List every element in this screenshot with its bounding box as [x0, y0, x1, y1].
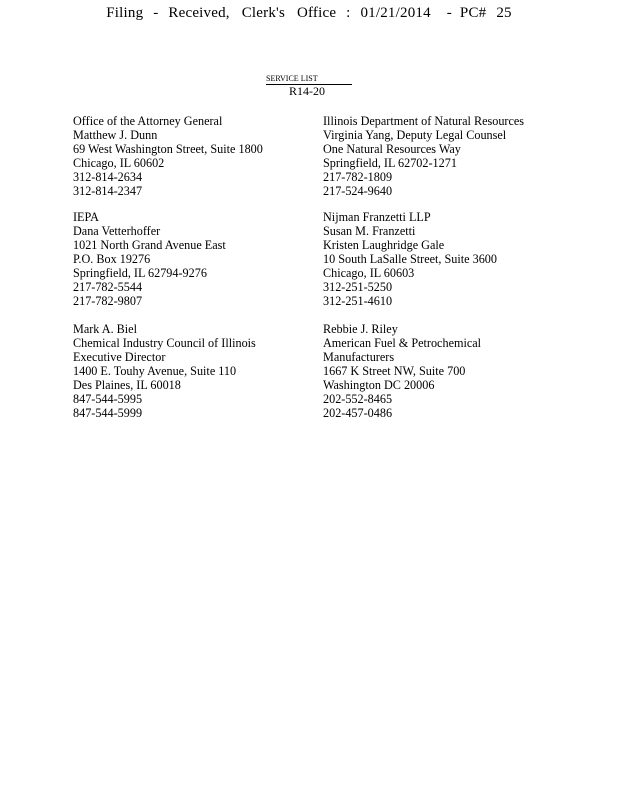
entry-line: Springfield, IL 62702-1271	[323, 156, 457, 170]
service-entry-natural-resources	[323, 114, 524, 198]
entry-line: Matthew J. Dunn	[73, 128, 158, 142]
entry-line: Manufacturers	[323, 350, 395, 364]
entry-line: P.O. Box 19276	[73, 252, 151, 266]
entry-line: 1021 North Grand Avenue East	[73, 238, 226, 252]
entry-line: Executive Director	[73, 350, 166, 364]
entry-line: Office of the Attorney General	[73, 114, 223, 128]
pc-number: 25	[496, 5, 512, 21]
service-entry-attorney-general	[73, 114, 263, 198]
entry-line: 1667 K Street NW, Suite 700	[323, 364, 466, 378]
entry-line: 217-782-1809	[323, 170, 393, 184]
entry-line: 217-782-9807	[73, 294, 143, 308]
entry-line: Rebbie J. Riley	[323, 322, 398, 336]
entry-line: 312-251-4610	[323, 294, 393, 308]
filing-stamp-header	[0, 5, 618, 22]
clerks-label: Clerk's	[241, 5, 285, 21]
service-entry-chemical-industry-council	[73, 322, 256, 420]
service-list-title: SERVICE LIST	[266, 74, 352, 85]
entry-line: 10 South LaSalle Street, Suite 3600	[323, 252, 497, 266]
entry-line: Chicago, IL 60603	[323, 266, 415, 280]
entry-line: Springfield, IL 62794-9276	[73, 266, 207, 280]
header-dash: -	[153, 5, 159, 21]
entry-line: Dana Vetterhoffer	[73, 224, 161, 238]
entry-line: 69 West Washington Street, Suite 1800	[73, 142, 263, 156]
entry-line: Kristen Laughridge Gale	[323, 238, 445, 252]
service-entry-iepa	[73, 210, 226, 308]
entry-line: Illinois Department of Natural Resources	[323, 114, 525, 128]
entry-line: Washington DC 20006	[323, 378, 435, 392]
received-label: Received,	[168, 5, 230, 21]
entry-line: 847-544-5995	[73, 392, 143, 406]
entry-line: 847-544-5999	[73, 406, 143, 420]
entry-line: Chemical Industry Council of Illinois	[73, 336, 256, 350]
entry-line: Virginia Yang, Deputy Legal Counsel	[323, 128, 507, 142]
entry-line: American Fuel & Petrochemical	[323, 336, 482, 350]
entry-line: One Natural Resources Way	[323, 142, 461, 156]
entry-line: 217-782-5544	[73, 280, 143, 294]
entry-line: 312-814-2347	[73, 184, 143, 198]
entry-line: Nijman Franzetti LLP	[323, 210, 431, 224]
entry-line: IEPA	[73, 210, 99, 224]
pc-label: PC#	[459, 5, 487, 21]
service-entry-american-fuel	[323, 322, 481, 420]
entry-line: Chicago, IL 60602	[73, 156, 165, 170]
docket-number: R14-20	[289, 84, 325, 98]
filing-label: Filing	[106, 5, 144, 21]
filing-date: 01/21/2014	[360, 5, 431, 21]
header-dash-2: -	[446, 5, 452, 21]
header-colon: :	[346, 5, 351, 21]
entry-line: 202-552-8465	[323, 392, 393, 406]
entry-line: Susan M. Franzetti	[323, 224, 416, 238]
entry-line: 217-524-9640	[323, 184, 393, 198]
entry-line: 312-814-2634	[73, 170, 143, 184]
entry-line: Mark A. Biel	[73, 322, 137, 336]
entry-line: 202-457-0486	[323, 406, 393, 420]
entry-line: 312-251-5250	[323, 280, 393, 294]
service-entry-nijman-franzetti	[323, 210, 497, 308]
entry-line: 1400 E. Touhy Avenue, Suite 110	[73, 364, 237, 378]
office-label: Office	[296, 5, 337, 21]
entry-line: Des Plaines, IL 60018	[73, 378, 181, 392]
